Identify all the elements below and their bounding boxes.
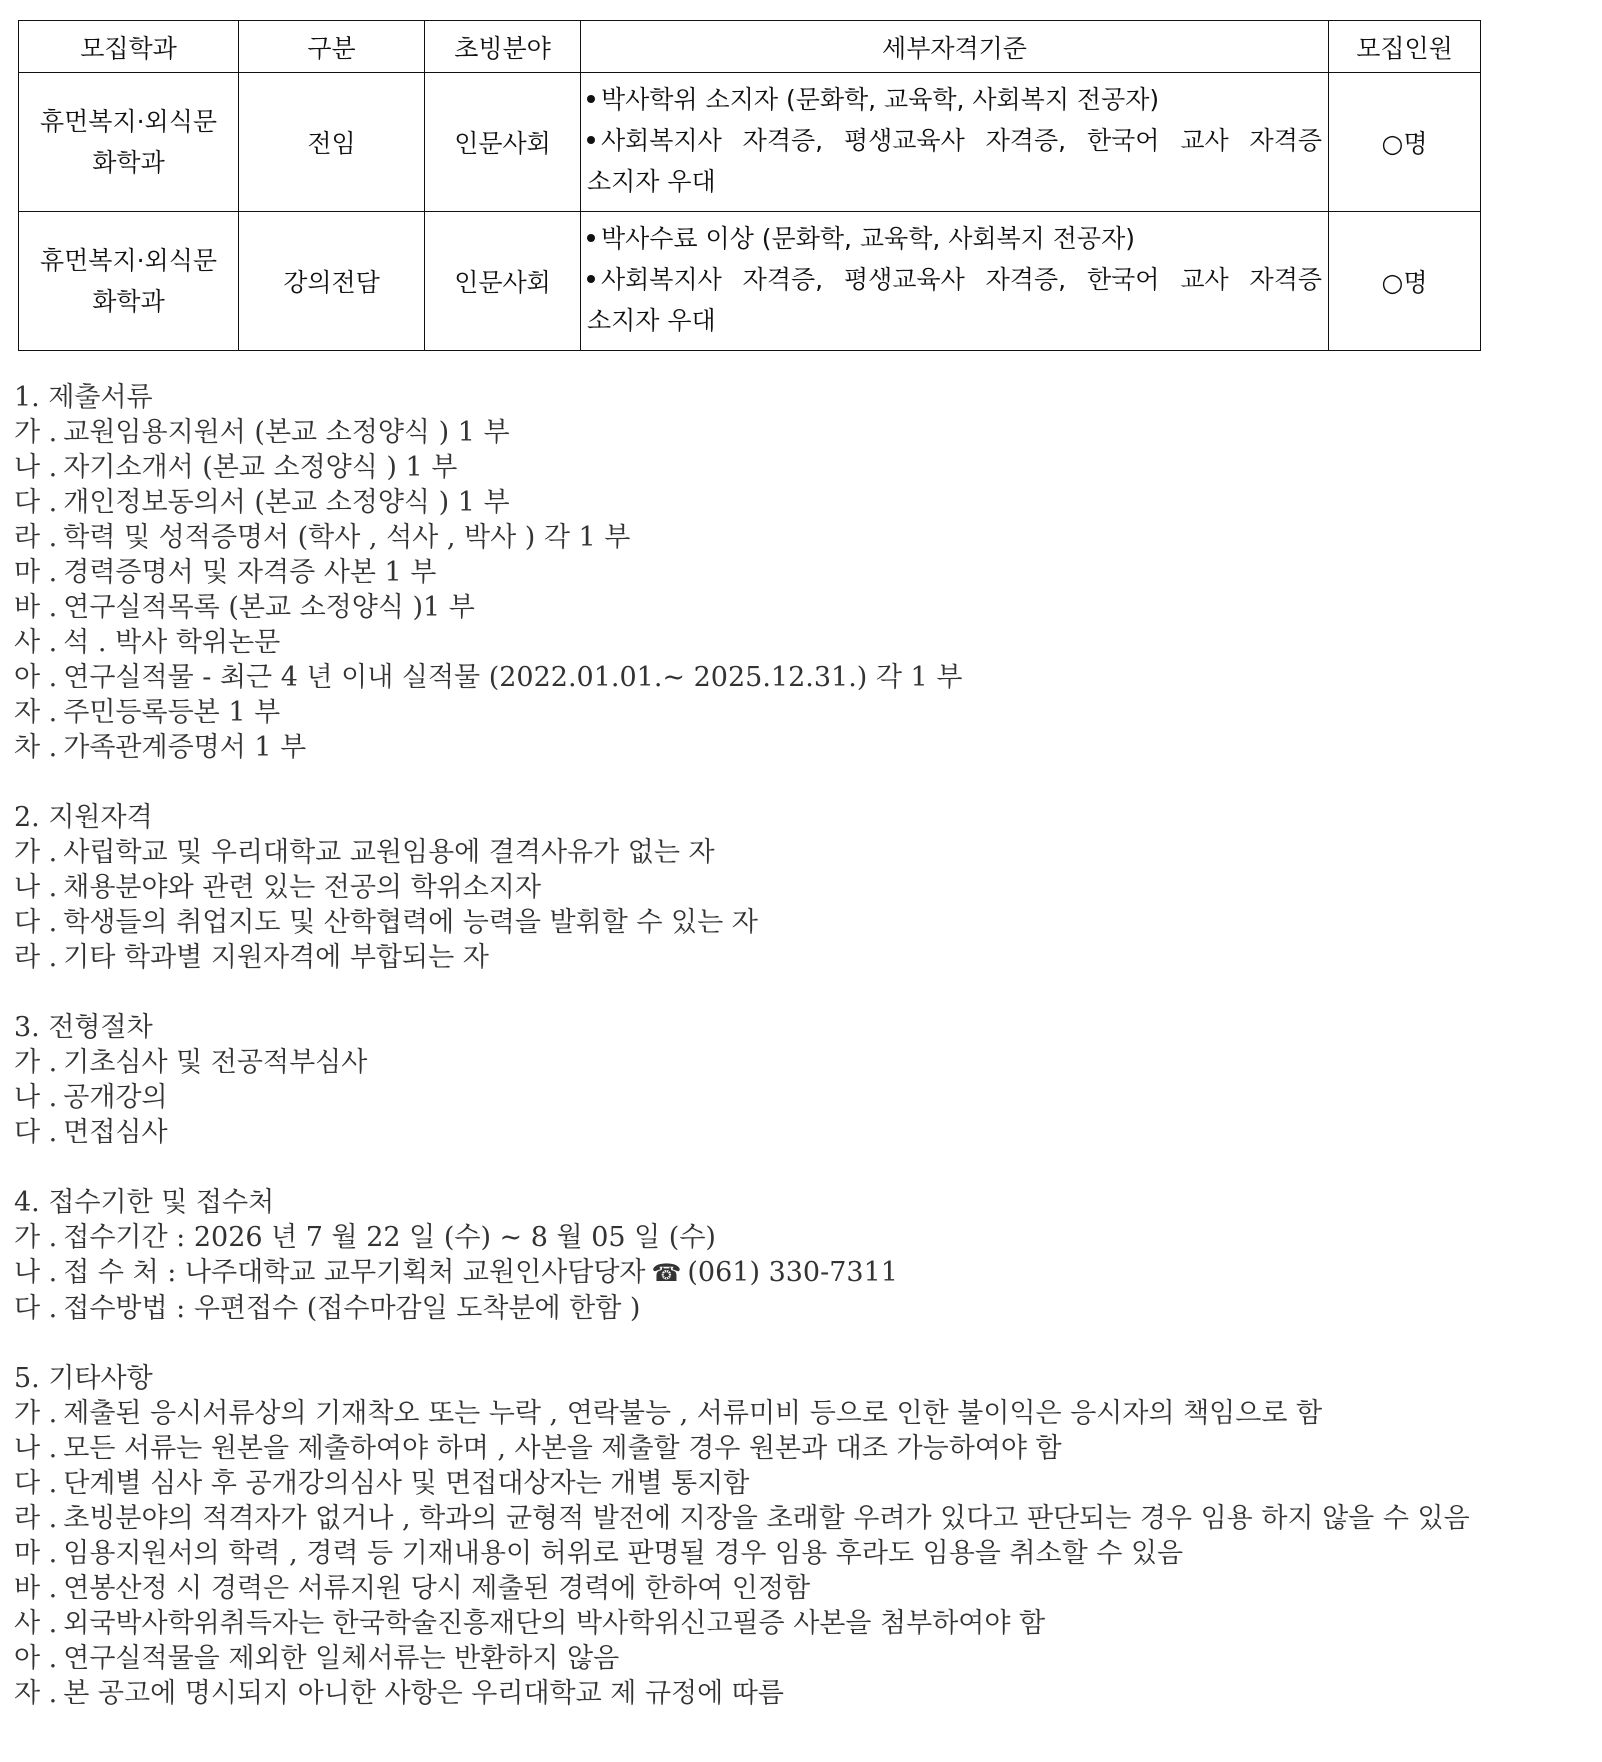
recruitment-table: [18, 20, 1481, 351]
bullet-icon: [587, 95, 595, 103]
item-marker: 사 .: [14, 627, 58, 658]
column-header-criteria: 세부자격기준: [581, 21, 1329, 73]
item-text: 경력증명서 및 자격증 사본 1 부: [63, 557, 437, 588]
section-title: 1. 제출서류: [14, 382, 153, 413]
item-text: 초빙분야의 적격자가 없거나 , 학과의 균형적 발전에 지장을 초래할 우려가 있다고 판단되는 경우 임용 하지 않을 수 있음: [63, 1503, 1470, 1534]
criteria-item: [587, 120, 1322, 161]
item-marker: 가 .: [14, 1047, 58, 1078]
notice-sections: [14, 380, 1594, 1746]
bullet-icon: [587, 136, 595, 144]
department-cell: [19, 212, 239, 351]
criteria-cell: [581, 73, 1329, 212]
item-marker: 다 .: [14, 907, 58, 938]
column-header-count: 모집인원: [1329, 21, 1481, 73]
list-item: [14, 1045, 1594, 1080]
item-marker: 자 .: [14, 1678, 58, 1709]
item-text: 연구실적목록 (본교 소정양식 )1 부: [63, 592, 475, 623]
list-item: [14, 1220, 1594, 1255]
list-item: [14, 555, 1594, 590]
list-item: [14, 1291, 1594, 1326]
criteria-continuation: 소지자 우대: [587, 306, 716, 335]
item-marker: 사 .: [14, 1608, 58, 1639]
item-marker: 가 .: [14, 837, 58, 868]
criteria-item: [587, 79, 1322, 120]
column-header-field: 초빙분야: [425, 21, 581, 73]
item-text: 접수방법 : 우편접수 (접수마감일 도착분에 한함 ): [63, 1293, 641, 1324]
criteria-text: 사회복지사 자격증, 평생교육사 자격증, 한국어 교사 자격증: [601, 126, 1322, 155]
department-name-line1: 휴먼복지·외식문: [40, 246, 217, 275]
item-text: 기초심사 및 전공적부심사: [63, 1047, 368, 1078]
section-title: 4. 접수기한 및 접수처: [14, 1187, 275, 1218]
phone-number: (061) 330-7311: [687, 1257, 898, 1288]
list-item: [14, 590, 1594, 625]
section-qualifications: [14, 800, 1594, 975]
list-item: [14, 520, 1594, 555]
item-text: 모든 서류는 원본을 제출하여야 하며 , 사본을 제출할 경우 원본과 대조 가능하여야 함: [63, 1433, 1062, 1464]
item-marker: 나 .: [14, 1082, 58, 1113]
list-item: [14, 1571, 1594, 1606]
item-text: 석 . 박사 학위논문: [63, 627, 281, 658]
criteria-item: [587, 259, 1322, 300]
item-marker: 아 .: [14, 1643, 58, 1674]
criteria-item: [587, 218, 1322, 259]
item-text: 학생들의 취업지도 및 산학협력에 능력을 발휘할 수 있는 자: [63, 907, 758, 938]
bullet-icon: [587, 234, 595, 242]
list-item: [14, 450, 1594, 485]
item-marker: 가 .: [14, 1398, 58, 1429]
item-text: 제출된 응시서류상의 기재착오 또는 누락 , 연락불능 , 서류미비 등으로 인한 불이익은 응시자의 책임으로 함: [63, 1398, 1323, 1429]
list-item: [14, 1536, 1594, 1571]
item-marker: 아 .: [14, 662, 58, 693]
list-item: [14, 1396, 1594, 1431]
list-item: [14, 1641, 1594, 1676]
department-cell: [19, 73, 239, 212]
list-item: [14, 1466, 1594, 1501]
item-text: 단계별 심사 후 공개강의심사 및 면접대상자는 개별 통지함: [63, 1468, 750, 1499]
headcount-cell: ○명: [1329, 212, 1481, 351]
list-item: [14, 1501, 1594, 1536]
item-marker: 다 .: [14, 1468, 58, 1499]
item-marker: 마 .: [14, 1538, 58, 1569]
item-text: 기타 학과별 지원자격에 부합되는 자: [63, 942, 489, 973]
item-marker: 나 .: [14, 452, 58, 483]
department-name-line1: 휴먼복지·외식문: [40, 107, 217, 136]
list-item: [14, 625, 1594, 660]
item-marker: 라 .: [14, 942, 58, 973]
item-text: 주민등록등본 1 부: [63, 697, 281, 728]
department-name-line2: 화학과: [92, 148, 165, 177]
item-marker: 다 .: [14, 1293, 58, 1324]
section-procedure: [14, 1010, 1594, 1150]
item-text: 연구실적물을 제외한 일체서류는 반환하지 않음: [63, 1643, 620, 1674]
list-item: [14, 415, 1594, 450]
criteria-text: 박사학위 소지자 (문화학, 교육학, 사회복지 전공자): [601, 85, 1160, 114]
item-text: 외국박사학위취득자는 한국학술진흥재단의 박사학위신고필증 사본을 첨부하여야 함: [63, 1608, 1046, 1639]
column-header-department: 모집학과: [19, 21, 239, 73]
item-marker: 가 .: [14, 1222, 58, 1253]
item-text: 채용분야와 관련 있는 전공의 학위소지자: [63, 872, 541, 903]
headcount-cell: ○명: [1329, 73, 1481, 212]
column-header-type: 구분: [239, 21, 425, 73]
list-item: [14, 1606, 1594, 1641]
item-text: 자기소개서 (본교 소정양식 ) 1 부: [63, 452, 458, 483]
criteria-cell: [581, 212, 1329, 351]
item-marker: 마 .: [14, 557, 58, 588]
section-title: 3. 전형절차: [14, 1012, 153, 1043]
section-documents: [14, 380, 1594, 765]
list-item: [14, 870, 1594, 905]
table-row: [19, 212, 1481, 351]
field-cell: 인문사회: [425, 212, 581, 351]
item-text: 연봉산정 시 경력은 서류지원 당시 제출된 경력에 한하여 인정함: [63, 1573, 811, 1604]
list-item: [14, 905, 1594, 940]
item-text: 학력 및 성적증명서 (학사 , 석사 , 박사 ) 각 1 부: [63, 522, 631, 553]
field-cell: 인문사회: [425, 73, 581, 212]
list-item: [14, 485, 1594, 520]
item-text-with-phone: [57, 1255, 1594, 1291]
list-item: [14, 660, 1594, 695]
item-text: 접 수 처 : 나주대학교 교무기획처 교원인사담당자: [63, 1257, 646, 1288]
position-type-cell: 강의전담: [239, 212, 425, 351]
phone-icon: ☎: [651, 1259, 682, 1287]
item-marker: 자 .: [14, 697, 58, 728]
item-marker: 차 .: [14, 732, 58, 763]
item-text: 본 공고에 명시되지 아니한 사항은 우리대학교 제 규정에 따름: [63, 1678, 784, 1709]
section-misc: [14, 1361, 1594, 1711]
criteria-text: 박사수료 이상 (문화학, 교육학, 사회복지 전공자): [601, 224, 1135, 253]
list-item: [14, 695, 1594, 730]
section-application: [14, 1185, 1594, 1326]
item-marker: 다 .: [14, 487, 58, 518]
item-text: 교원임용지원서 (본교 소정양식 ) 1 부: [63, 417, 510, 448]
list-item: [14, 1255, 1594, 1291]
item-marker: 나 .: [14, 872, 58, 903]
item-marker: 나 .: [14, 1433, 58, 1464]
item-marker: 라 .: [14, 522, 58, 553]
item-marker: 가 .: [14, 417, 58, 448]
criteria-text: 사회복지사 자격증, 평생교육사 자격증, 한국어 교사 자격증: [601, 265, 1322, 294]
table-row: [19, 73, 1481, 212]
list-item: [14, 940, 1594, 975]
item-text: 가족관계증명서 1 부: [63, 732, 307, 763]
item-text: 연구실적물 - 최근 4 년 이내 실적물 (2022.01.01.~ 2025.12.31.) 각 1 부: [63, 662, 963, 693]
list-item: [14, 1676, 1594, 1711]
criteria-continuation: 소지자 우대: [587, 167, 716, 196]
item-marker: 나 .: [14, 1257, 58, 1288]
table-header-row: [19, 21, 1481, 73]
list-item: [14, 1115, 1594, 1150]
item-text: 공개강의: [63, 1082, 168, 1113]
item-text: 개인정보동의서 (본교 소정양식 ) 1 부: [63, 487, 510, 518]
item-marker: 라 .: [14, 1503, 58, 1534]
item-text: 면접심사: [63, 1117, 168, 1148]
department-name-line2: 화학과: [92, 287, 165, 316]
item-text: 접수기간 : 2026 년 7 월 22 일 (수) ~ 8 월 05 일 (수): [63, 1222, 716, 1253]
bullet-icon: [587, 275, 595, 283]
list-item: [14, 835, 1594, 870]
list-item: [14, 1080, 1594, 1115]
list-item: [14, 730, 1594, 765]
section-title: 2. 지원자격: [14, 802, 153, 833]
item-marker: 바 .: [14, 592, 58, 623]
item-text: 사립학교 및 우리대학교 교원임용에 결격사유가 없는 자: [63, 837, 715, 868]
item-marker: 다 .: [14, 1117, 58, 1148]
section-title: 5. 기타사항: [14, 1363, 153, 1394]
position-type-cell: 전임: [239, 73, 425, 212]
list-item: [14, 1431, 1594, 1466]
item-text: 임용지원서의 학력 , 경력 등 기재내용이 허위로 판명될 경우 임용 후라도 임용을 취소할 수 있음: [63, 1538, 1184, 1569]
item-marker: 바 .: [14, 1573, 58, 1604]
